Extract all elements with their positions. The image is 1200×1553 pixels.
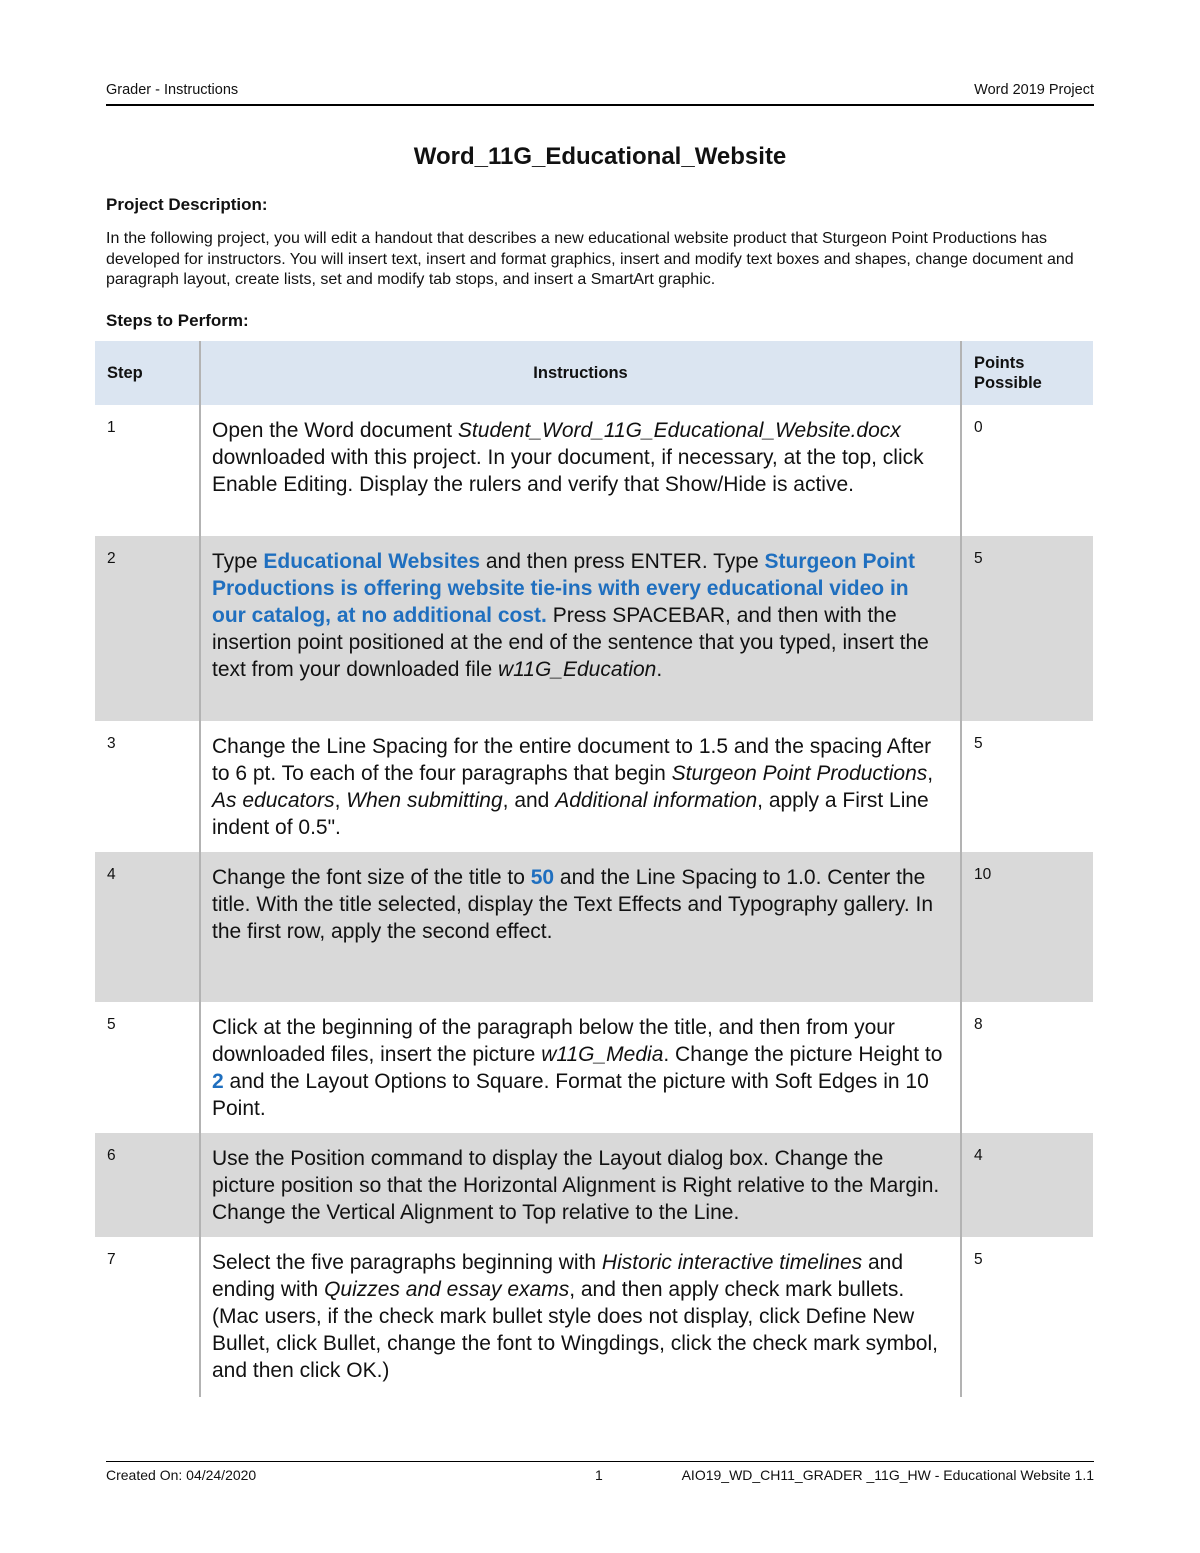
header-points-line1: Points xyxy=(974,354,1025,372)
header-right: Word 2019 Project xyxy=(974,82,1094,98)
step-number: 5 xyxy=(107,1016,116,1033)
table-row xyxy=(95,536,1093,721)
table-row xyxy=(95,1133,1093,1237)
step-points: 5 xyxy=(974,735,983,752)
page-footer xyxy=(106,1461,1094,1483)
instruction-text: , apply a First Line indent of 0.5". xyxy=(212,789,929,839)
step-number: 6 xyxy=(95,1133,200,1237)
table-row xyxy=(95,852,1093,1002)
instruction-text: . Change the picture Height to xyxy=(663,1043,943,1066)
italic-text: As educators xyxy=(212,789,335,812)
instruction-text: Use the Position command to display the Layout dialog box. Change the picture position so that the Horizontal Alignment is Right relative to the Margin. Change the Vertical Alignment to Top relative to the Line. xyxy=(212,1147,940,1224)
table-row xyxy=(95,1237,1093,1397)
italic-text: Historic interactive timelines xyxy=(601,1251,863,1274)
header-left: Grader - Instructions xyxy=(106,82,239,98)
step-instructions xyxy=(200,1237,961,1397)
instruction-text: , xyxy=(334,789,347,812)
step-points: 10 xyxy=(961,852,1093,1002)
step-points: 4 xyxy=(961,1133,1093,1237)
instruction-text: , and xyxy=(502,789,556,812)
highlighted-text: 50 xyxy=(530,866,555,889)
instruction-text: downloaded with this project. In your document, if necessary, at the top, click Enable Editing. Display the rulers and verify that Show/Hide is active. xyxy=(212,446,924,496)
table-row xyxy=(95,405,1093,536)
italic-text: Quizzes and essay exams xyxy=(324,1278,570,1301)
step-instructions xyxy=(200,1002,961,1133)
project-description-label: Project Description: xyxy=(106,195,268,214)
instruction-text: , and then apply check mark bullets. (Mac users, if the check mark bullet style does not display, click Define New Bullet, click Bullet, change the font to Wingdings, click the check mark symbol, and then click OK.) xyxy=(212,1278,938,1382)
table-row xyxy=(95,721,1093,852)
italic-text: Additional information xyxy=(555,789,758,812)
page-header xyxy=(106,82,1094,106)
instruction-text: and the Layout Options to Square. Format the picture with Soft Edges in 10 Point. xyxy=(212,1070,929,1120)
highlighted-text: Educational Websites xyxy=(263,550,481,573)
instruction-text: Press SPACEBAR, and then with the insertion point positioned at the end of the sentence that you typed, insert the text from your downloaded file xyxy=(212,604,929,681)
step-points: 0 xyxy=(974,419,983,436)
step-number: 2 xyxy=(95,536,200,721)
step-number: 3 xyxy=(107,735,116,752)
instruction-text: and then press ENTER. Type xyxy=(480,550,765,573)
instruction-text: Click at the beginning of the paragraph below the title, and then from your downloaded files, insert the picture xyxy=(212,1016,895,1066)
step-number: 4 xyxy=(95,852,200,1002)
instruction-text: Open the Word document xyxy=(212,419,458,442)
instruction-text: . xyxy=(656,658,663,681)
footer-created-date: Created On: 04/24/2020 xyxy=(106,1467,257,1483)
step-points: 5 xyxy=(974,1251,983,1268)
project-description: In the following project, you will edit a handout that describes a new educational website product that Sturgeon Point Productions has developed for instructors. You will insert text, insert and format graphics, insert and modify text boxes and shapes, change document and paragraph layout, create lists, set and modify tab stops, and insert a SmartArt graphic. xyxy=(106,230,1074,288)
document-title: Word_11G_Educational_Website xyxy=(413,143,787,170)
step-points: 5 xyxy=(961,536,1093,721)
step-instructions xyxy=(200,1133,961,1237)
step-instructions xyxy=(200,536,961,721)
steps-label: Steps to Perform: xyxy=(106,311,249,330)
italic-text: When submitting xyxy=(346,789,503,812)
instruction-text: and the Line Spacing to 1.0. Center the title. With the title selected, display the Text Effects and Typography gallery. In the first row, apply the second effect. xyxy=(212,866,934,943)
italic-text: w11G_Education xyxy=(497,658,657,681)
instruction-text: , xyxy=(927,762,934,785)
italic-text: w11G_Media xyxy=(541,1043,664,1066)
instruction-text: Select the five paragraphs beginning with xyxy=(212,1251,602,1274)
instruction-text: Type xyxy=(212,550,264,573)
step-instructions xyxy=(200,405,961,536)
footer-page-number: 1 xyxy=(595,1467,603,1483)
steps-table xyxy=(95,341,1093,1397)
step-instructions xyxy=(200,721,961,852)
highlighted-text: 2 xyxy=(212,1070,224,1093)
step-instructions xyxy=(200,852,961,1002)
table-header-row xyxy=(95,341,1093,405)
italic-text: Sturgeon Point Productions xyxy=(671,762,928,785)
instruction-text: Change the font size of the title to xyxy=(212,866,531,889)
header-points xyxy=(961,341,1093,405)
step-number: 1 xyxy=(107,419,116,436)
header-points-line2: Possible xyxy=(974,374,1042,392)
step-number: 7 xyxy=(107,1251,116,1268)
italic-text: Student_Word_11G_Educational_Website.docx xyxy=(457,419,901,442)
instruction-text: Change the Line Spacing for the entire document to 1.5 and the spacing After to 6 pt. To each of the four paragraphs that begin xyxy=(212,735,932,785)
instruction-text: and ending with xyxy=(212,1251,904,1301)
table-row xyxy=(95,1002,1093,1133)
header-instructions: Instructions xyxy=(200,341,961,405)
header-step: Step xyxy=(95,341,200,405)
highlighted-text: Sturgeon Point Productions is offering website tie-ins with every educational video in our catalog, at no additional cost. xyxy=(212,550,915,627)
footer-document-id: AIO19_WD_CH11_GRADER _11G_HW - Educational Website 1.1 xyxy=(681,1467,1094,1483)
step-points: 8 xyxy=(974,1016,983,1033)
